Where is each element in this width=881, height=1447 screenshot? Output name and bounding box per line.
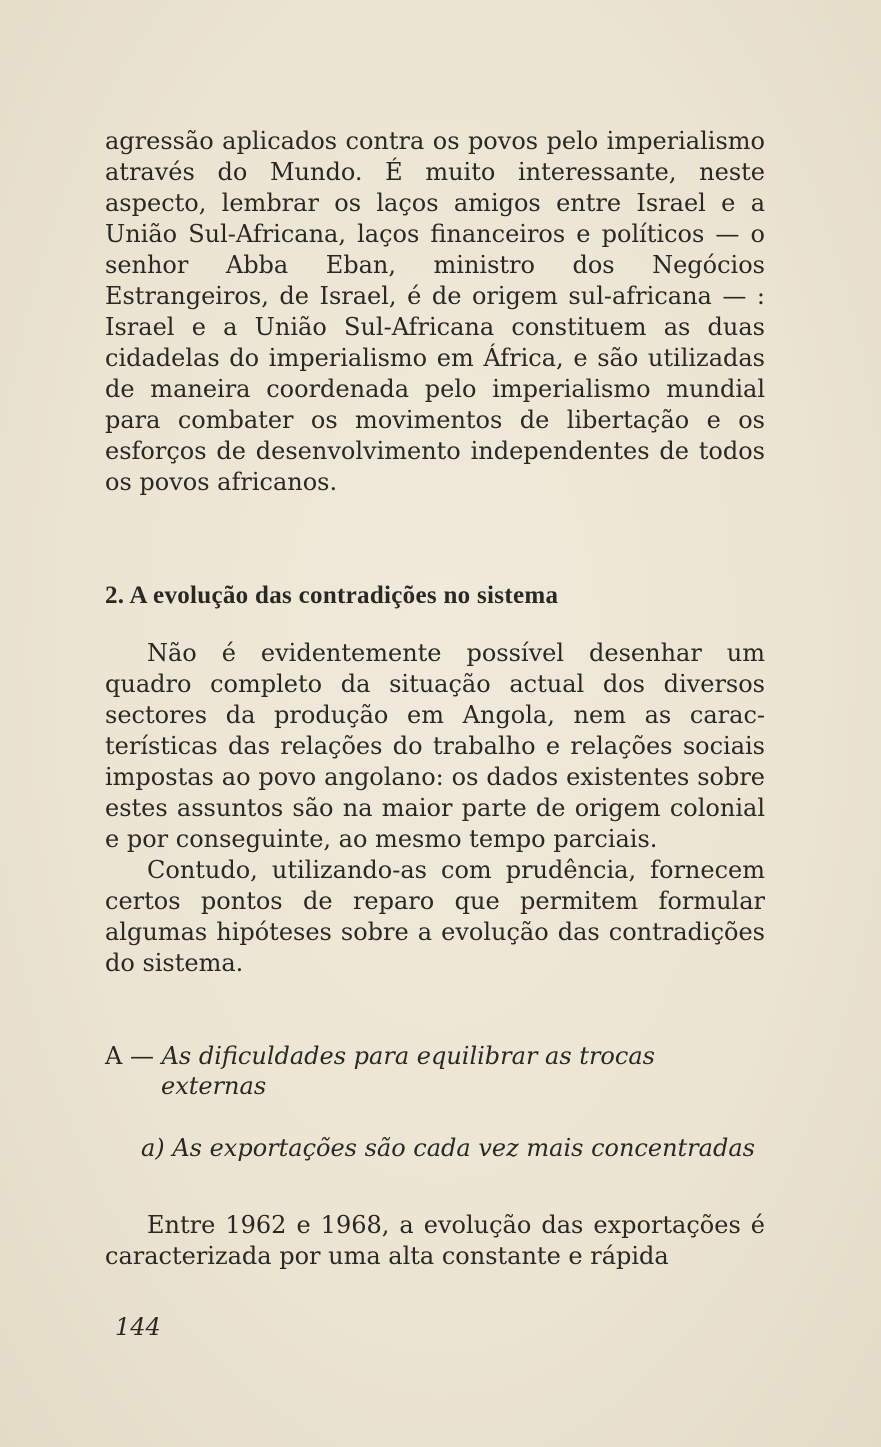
subheading-a-sub-text: As exportações são cada vez mais concentradas	[172, 1134, 755, 1162]
section-paragraph-2: Contudo, utilizando-as com prudência, fornecem certos pontos de reparo que permitem formular algumas hipóteses sobre a evolução das contradições do sistema.	[105, 856, 765, 977]
page-number: 144	[115, 1313, 161, 1341]
opening-paragraph	[105, 126, 765, 498]
section-heading: 2. A evolução das contradições no sistema	[105, 582, 559, 609]
subheading-a-marker: A —	[105, 1042, 162, 1070]
final-body	[105, 1210, 765, 1272]
section-paragraph-1: Não é evidentemente possível desenhar um quadro completo da situação actual dos diversos sectores da produção em Angola, nem as características das relações do trabalho e relações sociais impostas ao povo angolano: os dados existentes sobre estes assuntos são na maior parte de origem colonial e por conseguinte, ao mesmo tempo parciais.	[105, 639, 765, 853]
subheading-a-sub	[105, 1133, 765, 1163]
subheading-a-text: As dificuldades para equilibrar as trocas externas	[161, 1042, 655, 1100]
section-body	[105, 638, 765, 979]
subheading-a	[105, 1041, 765, 1101]
subheading-a-sub-marker: a)	[141, 1134, 173, 1162]
paragraph-text: agressão aplicados contra os povos pelo imperialismo através do Mundo. É muito interessante, neste aspecto, lembrar os laços amigos entre Israel e a União Sul-Africana, laços financeiros e políticos — o senhor Abba Eban, ministro dos Negócios Estrangeiros, de Israel, é de origem sul-africana — : Israel e a União Sul-Africana constituem as duas cidadelas do imperialismo em África, e são utilizadas de maneira coordenada pelo imperialismo mundial para combater os movimentos de libertação e os esforços de desenvolvimento independentes de todos os povos africanos.	[105, 127, 765, 496]
final-paragraph: Entre 1962 e 1968, a evolução das exportações é caracterizada por uma alta constante e rápida	[105, 1211, 765, 1270]
